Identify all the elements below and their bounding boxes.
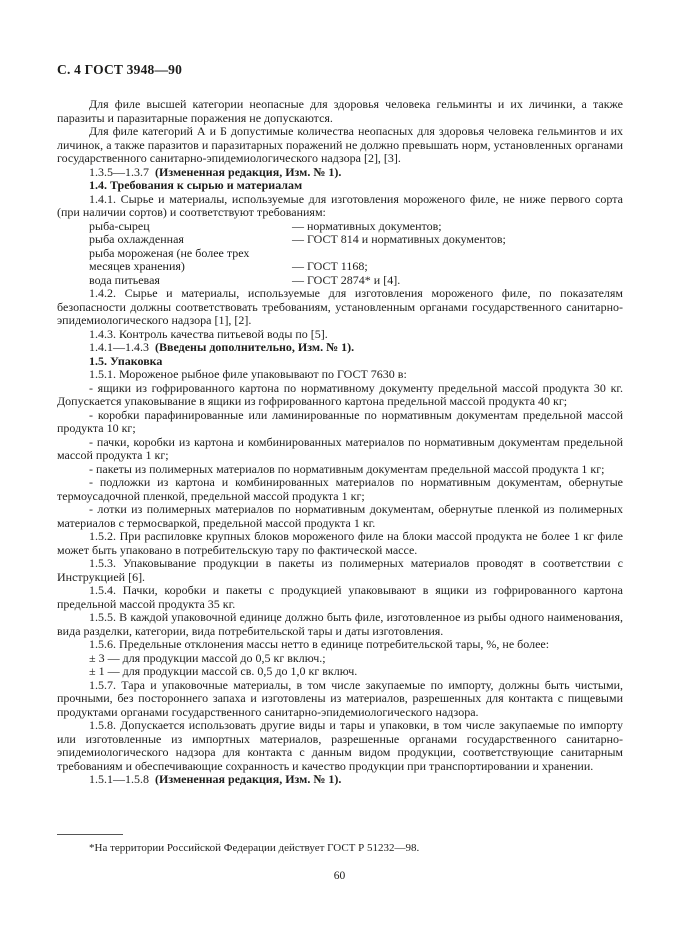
paragraph: ± 3 — для продукции массой до 0,5 кг включ.; [89, 650, 326, 665]
paragraph: 1.5.1. Мороженое рыбное филе упаковывают по ГОСТ 7630 в: [89, 367, 407, 381]
section-heading: 1.5. Упаковка [89, 353, 163, 368]
paragraph: 1.5.7. Тара и упаковочные материалы, в том числе закупаемые по импорту, должны быть чистыми, прочными, без постороннего запаха и изготовлены из материалов, разрешенных для контакта с пищевыми продуктами органами государственного санитарно-эпидемиологического надзора. [57, 677, 623, 719]
definition-term: вода питьевая [89, 272, 160, 287]
document-body [57, 98, 623, 787]
paragraph: 1.5.6. Предельные отклонения массы нетто в единице потребительской тары, %, не более: [89, 637, 550, 651]
paragraph: 1.5.2. При распиловке крупных блоков мороженого филе на блоки массой продукта не более 1 кг филе может быть упаковано в потребительскую тару по фактической массе. [57, 529, 623, 557]
definition-term: рыба-сырец [89, 218, 150, 233]
definition-row [57, 233, 623, 247]
paragraph: - подложки из картона и комбинированных материалов по нормативным документам, обернутые термоусадочной пленкой, предельной массой продукта 1 кг; [57, 475, 623, 503]
paragraph: 1.5.8. Допускается использовать другие виды и тары и упаковки, в том числе закупаемые по импорту или изготовленные из импортных материалов, разрешенные органами государственного санитарно-эпидемиологического надзора для контакта с данным видом продукции, соответствующие санитарным требованиям и обеспечивающие сохранность и качество продукции при транспортировании и хранении. [57, 718, 623, 773]
paragraph: - лотки из полимерных материалов по нормативным документам, обернутые пленкой из полимерных материалов с термосваркой, предельной массой продукта 1 кг. [57, 502, 623, 530]
paragraph: 1.4.3. Контроль качества питьевой воды по [5]. [89, 326, 328, 341]
amendment-clauses: 1.4.1—1.4.3 [89, 340, 149, 354]
definition-row [57, 274, 623, 288]
paragraph: - пакеты из полимерных материалов по нормативным документам предельной массой продукта 1 кг; [89, 461, 605, 476]
amendment-text: (Введены дополнительно, Изм. № 1). [155, 340, 355, 354]
definition-value: — нормативных документов; [292, 218, 442, 233]
definition-value: — ГОСТ 2874* и [4]. [292, 272, 401, 287]
definition-term: рыба мороженая (не более трех месяцев хранения) [89, 245, 250, 273]
page-footer [57, 834, 623, 855]
paragraph: - коробки парафинированные или ламинированные по нормативным документам предельной массой продукта 10 кг; [57, 407, 623, 435]
definition-value: — ГОСТ 1168; [292, 259, 368, 273]
footnote: *На территории Российской Федерации действует ГОСТ Р 51232—98. [89, 842, 420, 854]
definition-value: — ГОСТ 814 и нормативных документов; [292, 232, 506, 246]
paragraph: ± 1 — для продукции массой св. 0,5 до 1,0 кг включ. [89, 664, 358, 678]
paragraph: 1.5.3. Упаковывание продукции в пакеты из полимерных материалов проводят в соответствии с Инструкцией [6]. [57, 556, 623, 584]
page-header: С. 4 ГОСТ 3948—90 [57, 62, 183, 77]
amendment-clauses: 1.3.5—1.3.7 [89, 164, 149, 179]
page-number: 60 [333, 870, 346, 882]
amendment-text: (Измененная редакция, Изм. № 1). [155, 164, 342, 179]
footnote-divider [57, 834, 123, 835]
paragraph: Для филе высшей категории неопасные для здоровья человека гельминты и их личинки, а также паразиты и паразитарные поражения не допускаются. [57, 97, 623, 125]
definition-row [57, 247, 623, 274]
paragraph: - пачки, коробки из картона и комбинированных материалов по нормативным документам предельной массой продукта 1 кг; [57, 434, 623, 462]
paragraph: 1.5.4. Пачки, коробки и пакеты с продукцией упаковывают в ящики из гофрированного картона предельной массой продукта 35 кг. [57, 583, 623, 611]
paragraph: 1.4.1. Сырье и материалы, используемые для изготовления мороженого филе, не ниже первого сорта (при наличии сортов) и соответствуют требованиям: [57, 191, 623, 219]
definition-term: рыба охлажденная [89, 232, 184, 246]
amendment-note [57, 773, 623, 787]
paragraph: 1.5.5. В каждой упаковочной единице должно быть филе, изготовленное из рыбы одного наименования, вида разделки, категории, вида потребительской тары и даты изготовления. [57, 610, 623, 638]
definition-row [57, 220, 623, 234]
amendment-clauses: 1.5.1—1.5.8 [89, 772, 149, 786]
amendment-note [57, 166, 623, 180]
amendment-note [57, 341, 623, 355]
paragraph: 1.4.2. Сырье и материалы, используемые для изготовления мороженого филе, по показателям безопасности должны соответствовать требованиям, установленным органами государственного санитарно-эпидемиологического надзора [1], [2]. [57, 286, 623, 327]
amendment-text: (Измененная редакция, Изм. № 1). [155, 772, 342, 786]
section-heading: 1.4. Требования к сырью и материалам [89, 178, 303, 192]
paragraph: Для филе категорий А и Б допустимые количества неопасных для здоровья человека гельминтов и их личинок, а также паразитов и паразитарных поражений не должно превышать норм, установленных органами государственного санитарно-эпидемиологического надзора [2], [3]. [57, 124, 623, 165]
paragraph: - ящики из гофрированного картона по нормативному документу предельной массой продукта 30 кг. Допускается упаковывание в ящики из гофрированного картона предельной массой продукта 40 кг; [57, 380, 623, 408]
